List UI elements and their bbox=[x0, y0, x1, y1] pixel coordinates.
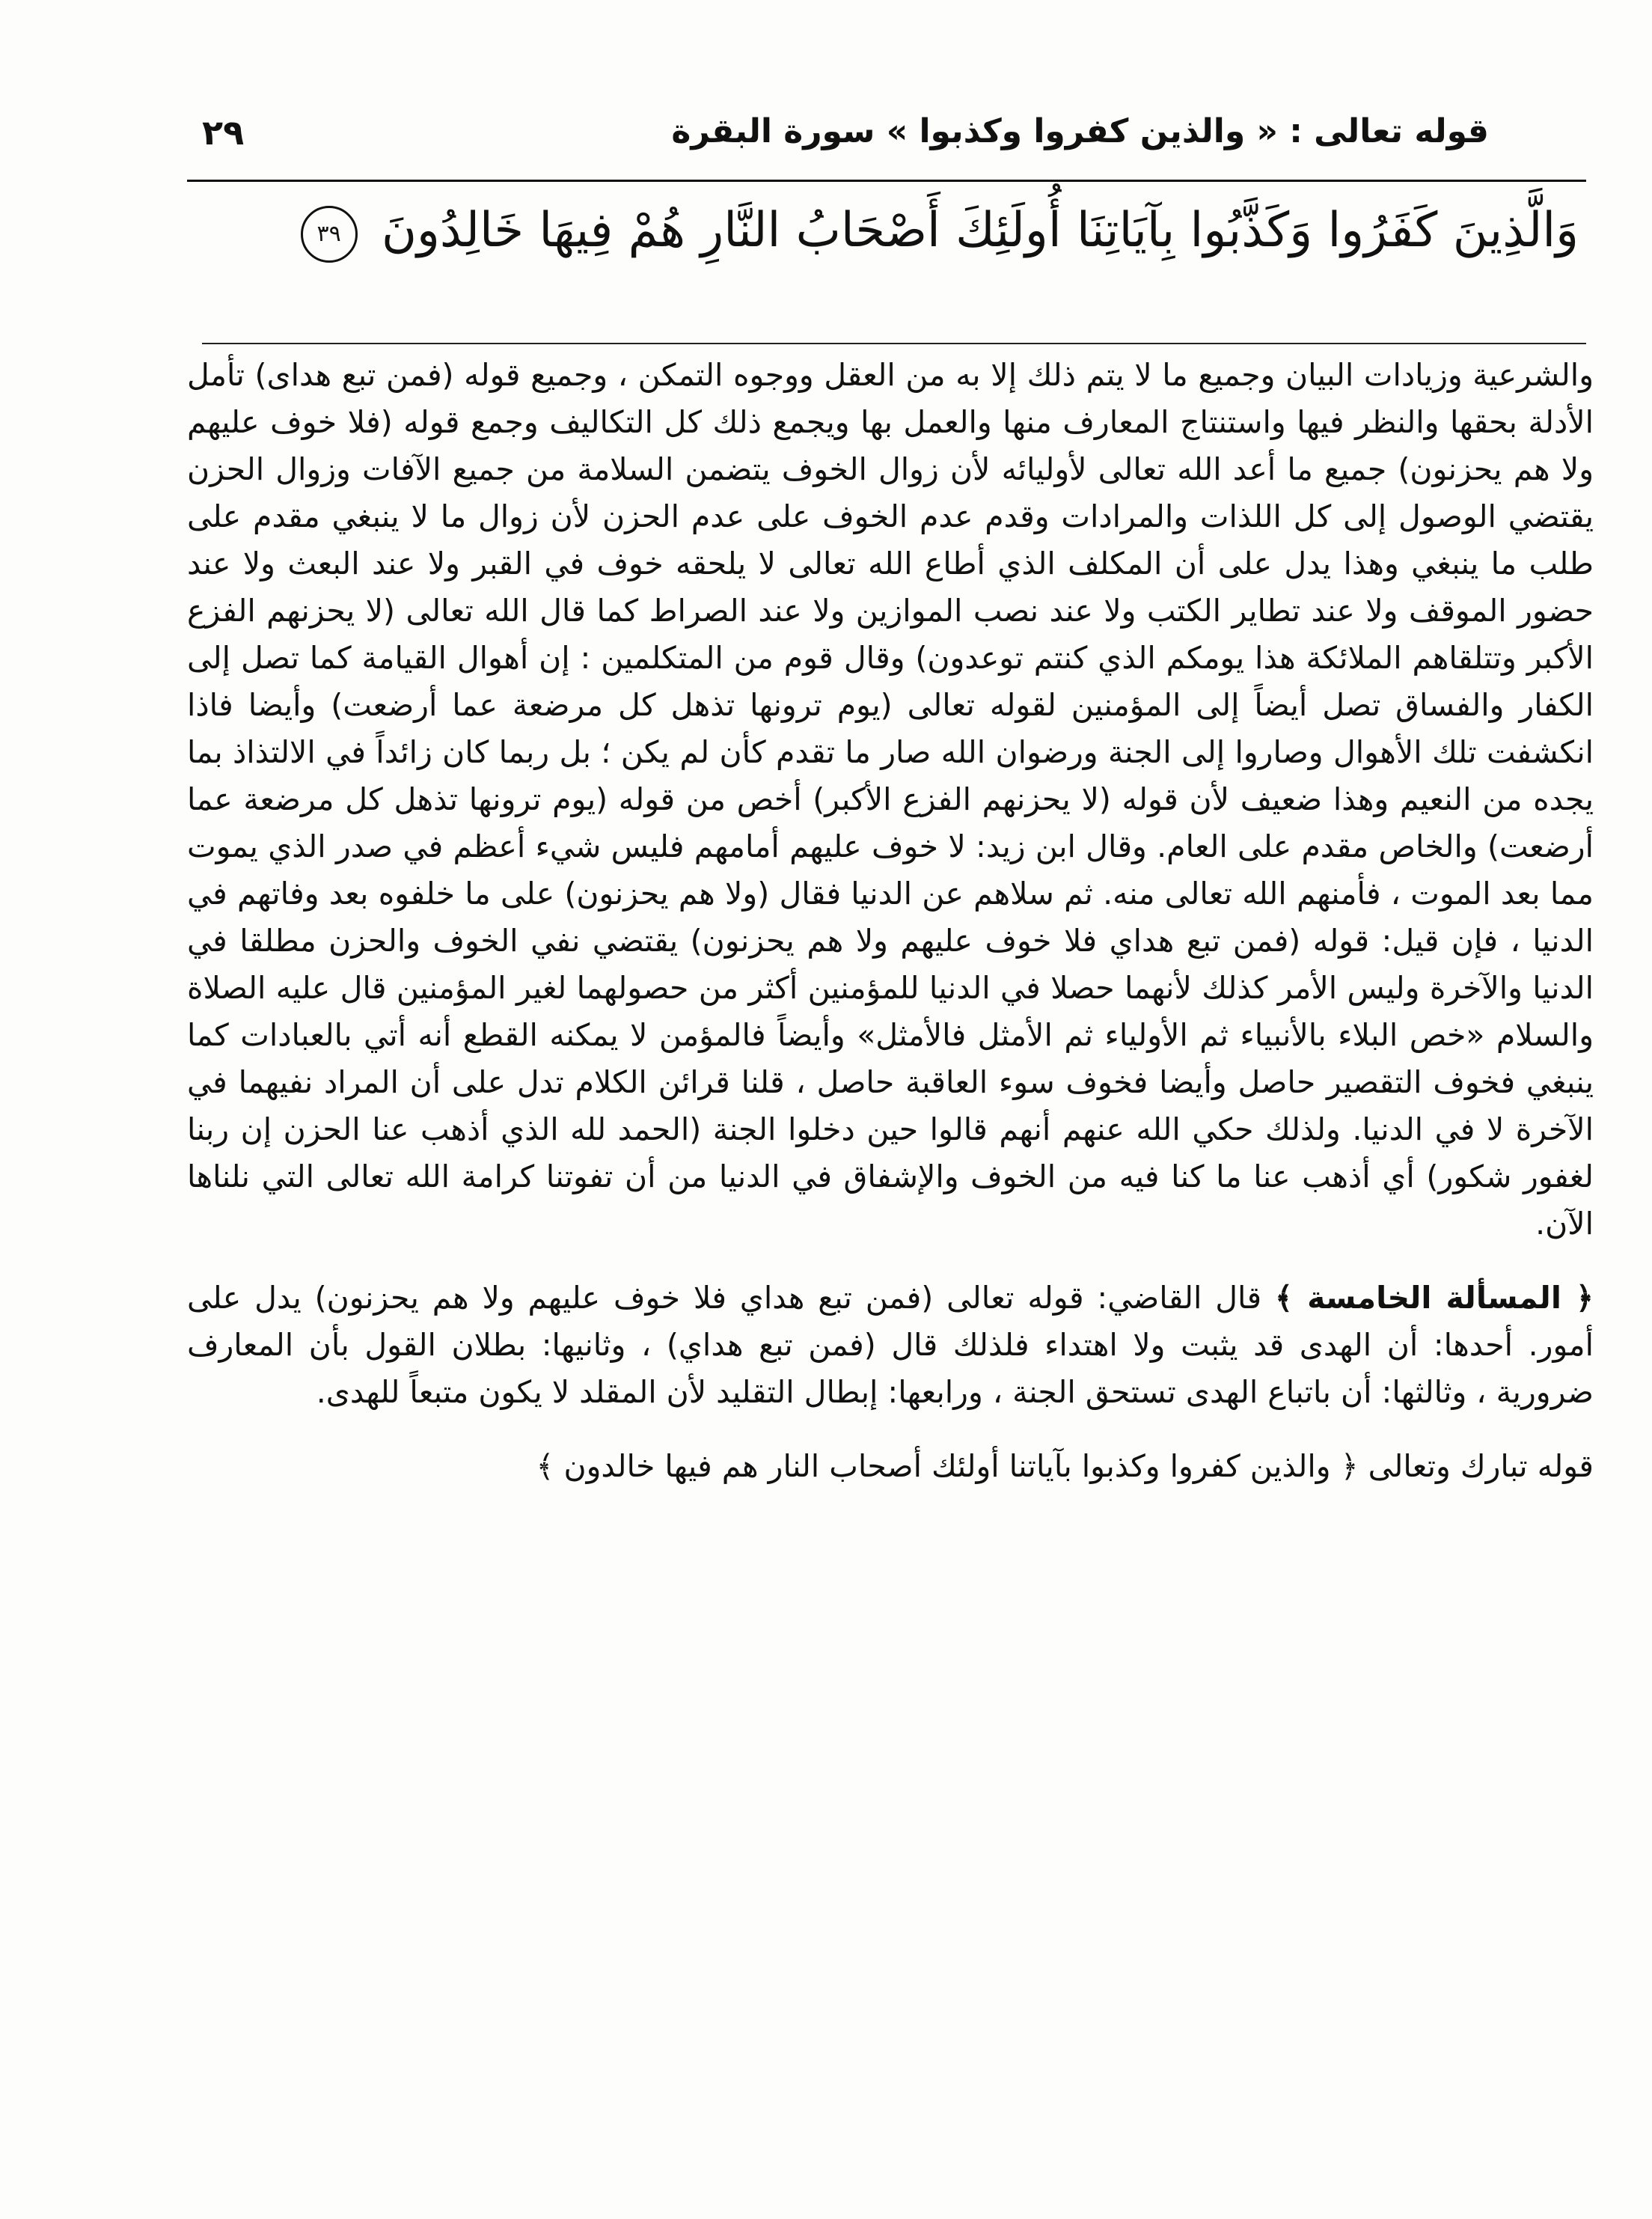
paragraph-2 bbox=[187, 1275, 1594, 1416]
header-rule bbox=[187, 180, 1586, 182]
verse-text: وَالَّذِينَ كَفَرُوا وَكَذَّبُوا بِآيَاتِنَا أُولَئِكَ أَصْحَابُ النَّارِ هُمْ فِيهَا خَالِدُونَ bbox=[381, 203, 1579, 258]
verse-number-marker: ٣٩ bbox=[301, 206, 358, 263]
quran-verse bbox=[195, 193, 1579, 268]
section-heading: ﴿ المسألة الخامسة ﴾ bbox=[1274, 1280, 1594, 1316]
commentary-body bbox=[187, 352, 1594, 1490]
paragraph-3: قوله تبارك وتعالى ﴿ والذين كفروا وكذبوا بآياتنا أولئك أصحاب النار هم فيها خالدون ﴾ bbox=[536, 1448, 1594, 1484]
paragraph-1: والشرعية وزيادات البيان وجميع ما لا يتم ذلك إلا به من العقل ووجوه التمكن ، وجميع قوله (فمن تبع هداى) تأمل الأدلة بحقها والنظر فيها واستنتاج المعارف منها والعمل بها ويجمع ذلك كل التكاليف وجمع قوله (فلا خوف عليهم ولا هم يحزنون) جميع ما أعد الله تعالى لأوليائه لأن زوال الخوف يتضمن السلامة من جميع الآفات وزوال الحزن يقتضي الوصول إلى كل اللذات والمرادات وقدم عدم الخوف على عدم الحزن لأن زوال ما لا ينبغي مقدم على طلب ما ينبغي وهذا يدل على أن المكلف الذي أطاع الله تعالى لا يلحقه خوف في القبر ولا عند البعث ولا عند حضور الموقف ولا عند تطاير الكتب ولا عند نصب الموازين ولا عند الصراط كما قال الله تعالى (لا يحزنهم الفزع الأكبر وتتلقاهم الملائكة هذا يومكم الذي كنتم توعدون) وقال قوم من المتكلمين : إن أهوال القيامة كما تصل إلى الكفار والفساق تصل أيضاً إلى المؤمنين لقوله تعالى (يوم ترونها تذهل كل مرضعة عما أرضعت) وأيضا فاذا انكشفت تلك الأهوال وصاروا إلى الجنة ورضوان الله صار ما تقدم كأن لم يكن ؛ بل ربما كان زائداً في الالتذاذ بما يجده من النعيم وهذا ضعيف لأن قوله (لا يحزنهم الفزع الأكبر) أخص من قوله (يوم ترونها تذهل كل مرضعة عما أرضعت) والخاص مقدم على العام. وقال ابن زيد: لا خوف عليهم أمامهم فليس شيء أعظم في صدر الذي يموت مما بعد الموت ، فأمنهم الله تعالى منه. ثم سلاهم عن الدنيا فقال (ولا هم يحزنون) على ما خلفوه بعد وفاتهم في الدنيا ، فإن قيل: قوله (فمن تبع هداي فلا خوف عليهم ولا هم يحزنون) يقتضي نفي الخوف والحزن مطلقا في الدنيا والآخرة وليس الأمر كذلك لأنهما حصلا في الدنيا للمؤمنين أكثر من حصولهما لغير المؤمنين قال عليه الصلاة والسلام «خص البلاء بالأنبياء ثم الأولياء ثم الأمثل فالأمثل» وأيضاً فالمؤمن لا يمكنه القطع أنه أتي بالعبادات كما ينبغي فخوف التقصير حاصل وأيضا فخوف سوء العاقبة حاصل ، قلنا قرائن الكلام تدل على أن المراد نفيهما في الآخرة لا في الدنيا. ولذلك حكي الله عنهم أنهم قالوا حين دخلوا الجنة (الحمد لله الذي أذهب عنا الحزن إن ربنا لغفور شكور) أي أذهب عنا ما كنا فيه من الخوف والإشفاق في الدنيا من أن تفوتنا كرامة الله تعالى التي نلناها الآن. bbox=[187, 357, 1594, 1242]
page-number: ٢٩ bbox=[202, 112, 245, 153]
page-header bbox=[180, 112, 1601, 172]
paragraph-2-text: قال القاضي: قوله تعالى (فمن تبع هداي فلا خوف عليهم ولا هم يحزنون) يدل على أمور. أحدها: أن الهدى قد يثبت ولا اهتداء فلذلك قال (فمن تبع هداي) ، وثانيها: بطلان القول بأن المعارف ضرورية ، وثالثها: أن باتباع الهدى تستحق الجنة ، ورابعها: إبطال التقليد لأن المقلد لا يكون متبعاً للهدى. bbox=[187, 1280, 1594, 1410]
verse-rule bbox=[202, 343, 1586, 344]
running-header-title: قوله تعالى : « والذين كفروا وكذبوا » سورة البقرة bbox=[671, 112, 1489, 150]
